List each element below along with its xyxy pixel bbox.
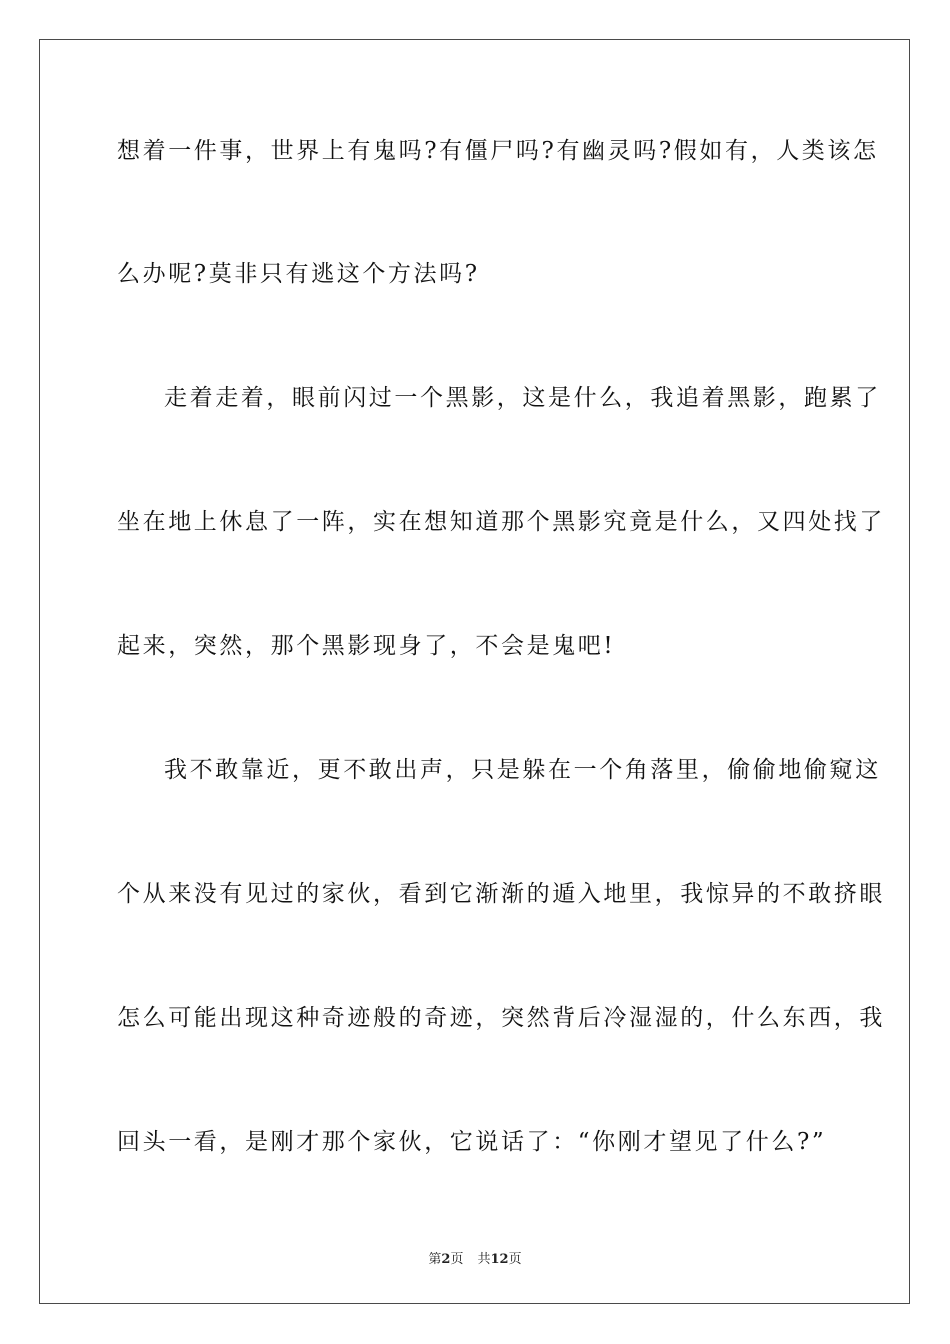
text-line-2: 么办呢?莫非只有逃这个方法吗?	[117, 261, 480, 287]
total-pages: 12	[490, 1252, 509, 1267]
page-footer	[0, 1248, 950, 1267]
text-line-8: 怎么可能出现这种奇迹般的奇迹，突然背后冷湿湿的，什么东西，我	[117, 1005, 885, 1031]
text-line-6: 我不敢靠近，更不敢出声，只是躲在一个角落里，偷偷地偷窥这	[164, 757, 881, 783]
text-line-5: 起来，突然，那个黑影现身了，不会是鬼吧!	[117, 633, 616, 659]
text-line-3: 走着走着，眼前闪过一个黑影，这是什么，我追着黑影，跑累了	[164, 385, 881, 411]
page-border	[39, 39, 910, 1304]
text-line-1: 想着一件事，世界上有鬼吗?有僵尸吗?有幽灵吗?假如有，人类该怎	[117, 138, 879, 164]
page-number: 2	[441, 1252, 451, 1267]
page-prefix: 第	[428, 1252, 442, 1267]
text-line-9: 回头一看，是刚才那个家伙，它说话了：“你刚才望见了什么?”	[117, 1129, 827, 1155]
total-prefix: 共	[477, 1252, 491, 1267]
text-line-4: 坐在地上休息了一阵，实在想知道那个黑影究竟是什么，又四处找了	[117, 509, 885, 535]
total-suffix: 页	[508, 1252, 522, 1267]
page-suffix: 页	[450, 1252, 464, 1267]
text-line-7: 个从来没有见过的家伙，看到它渐渐的遁入地里，我惊异的不敢挤眼	[117, 881, 885, 907]
